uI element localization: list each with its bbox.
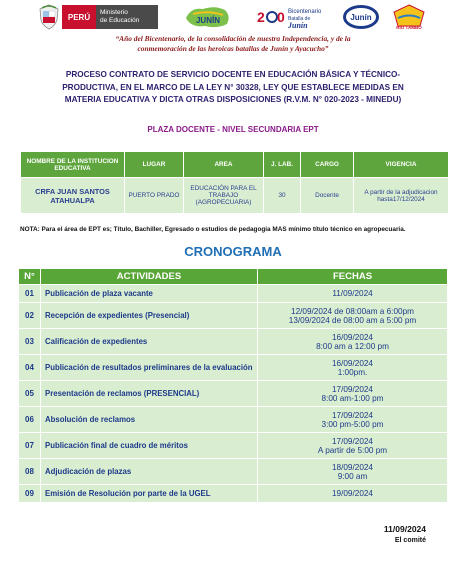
cell-fecha [258, 459, 448, 485]
cell-num: 08 [19, 459, 41, 485]
rio-tambo-logo [392, 4, 426, 30]
dre-text: Junín [350, 13, 372, 22]
cronograma-title: CRONOGRAMA [184, 244, 282, 259]
cell-fecha [258, 485, 448, 503]
cell-fecha [258, 407, 448, 433]
title-line3: MATERIA EDUCATIVA Y DICTA OTRAS DISPOSICIONES (R.V.M. N° 020-2023 - MINEDU) [64, 95, 402, 104]
plaza-subtitle: PLAZA DOCENTE - NIVEL SECUNDARIA EPT [147, 125, 319, 134]
cronograma-table [18, 268, 448, 503]
header-fechas: FECHAS [258, 269, 448, 285]
cell-num: 09 [19, 485, 41, 503]
cell-actividad: Publicación de plaza vacante [41, 285, 258, 303]
motto [20, 34, 446, 54]
table-row [19, 355, 448, 381]
fecha-line1: 19/09/2024 [332, 489, 373, 498]
cell-num: 04 [19, 355, 41, 381]
junin-region-logo [183, 4, 233, 30]
fecha-line2: 13/09/2024 de 08:00 am a 5:00 pm [288, 315, 417, 325]
cell-fecha [258, 381, 448, 407]
cell-lugar: PUERTO PRADO [125, 178, 184, 214]
table-row [19, 285, 448, 303]
cell-actividad: Absolución de reclamos [41, 407, 258, 433]
ministerio-educacion-logo [62, 5, 158, 29]
nota-requisitos: NOTA: Para el área de EPT es; Título, Bachiller, Egresado o estudios de pedagogia MAS mínimo título técnico en agropecuaria. [20, 226, 406, 233]
cell-institucion: CRFA JUAN SANTOS ATAHUALPA [21, 178, 125, 214]
header-actividades: ACTIVIDADES [41, 269, 258, 285]
fecha-line2: 8:00 am a 12:00 pm [316, 341, 389, 351]
fecha-line2: 9:00 am [337, 471, 368, 481]
document-date: 11/09/2024 [383, 524, 426, 534]
cell-fecha [258, 355, 448, 381]
table-row [19, 433, 448, 459]
cell-num: 05 [19, 381, 41, 407]
cell-fecha [258, 285, 448, 303]
rio-text: RIO TAMBO [396, 25, 422, 30]
fecha-line1: 18/09/2024 [332, 462, 373, 472]
fecha-line2: A partir de 5:00 pm [317, 445, 388, 455]
cell-actividad: Publicación de resultados preliminares de la evaluación [41, 355, 258, 381]
cell-actividad: Adjudicación de plazas [41, 459, 258, 485]
fecha-line1: 17/09/2024 [332, 384, 373, 394]
table-row [19, 303, 448, 329]
motto-line1: “Año del Bicentenario, de la consolidación de nuestra Independencia, y de la [115, 34, 351, 43]
cell-num: 07 [19, 433, 41, 459]
cell-num: 02 [19, 303, 41, 329]
dre-junin-logo [341, 4, 381, 30]
plaza-table [20, 151, 449, 214]
header-jlab: J. LAB. [264, 152, 301, 178]
header-vigencia: VIGENCIA [354, 152, 449, 178]
fecha-line2: 8:00 am-1:00 pm [321, 393, 384, 403]
cell-fecha [258, 329, 448, 355]
cell-actividad: Presentación de reclamos (PRESENCIAL) [41, 381, 258, 407]
header-lugar: LUGAR [125, 152, 184, 178]
fecha-line2: 3:00 pm-5:00 pm [321, 419, 384, 429]
cell-num: 01 [19, 285, 41, 303]
peru-shield-icon [38, 4, 60, 30]
table-row [19, 485, 448, 503]
bicentenario-text: Bicentenario [288, 9, 322, 15]
table-row [19, 459, 448, 485]
cell-fecha [258, 303, 448, 329]
header-institucion: NOMBRE DE LA INSTITUCION EDUCATIVA [21, 152, 125, 178]
ministerio-line2: de Educación [100, 17, 140, 24]
svg-text:2: 2 [257, 9, 265, 25]
bicentenario-junin-text: Junín [288, 21, 308, 30]
cell-cargo: Docente [301, 178, 354, 214]
signature-comite: El comité [394, 537, 426, 544]
peru-label: PERÚ [62, 5, 96, 29]
fecha-line1: 12/09/2024 de 08:00am a 6:00pm [291, 306, 414, 316]
cell-num: 06 [19, 407, 41, 433]
cell-vigencia: A partir de la adjudicacion hasta17/12/2024 [354, 178, 449, 214]
header-logos [0, 0, 466, 34]
fecha-line1: 17/09/2024 [332, 436, 373, 446]
junin-logo-text: JUNÍN [195, 16, 221, 25]
cell-actividad: Recepción de expedientes (Presencial) [41, 303, 258, 329]
fecha-line1: 17/09/2024 [332, 410, 373, 420]
table-row [19, 381, 448, 407]
fecha-line1: 16/09/2024 [332, 332, 373, 342]
bicentenario-junin-logo [255, 4, 325, 30]
svg-text:0: 0 [277, 9, 285, 25]
ministerio-line1: Ministerio [100, 9, 128, 16]
document-title [50, 69, 416, 107]
cell-actividad: Calificación de expedientes [41, 329, 258, 355]
fecha-line1: 16/09/2024 [332, 358, 373, 368]
table-row [21, 178, 449, 214]
title-line1: PROCESO CONTRATO DE SERVICIO DOCENTE EN EDUCACIÓN BÁSICA Y TÉCNICO- [65, 70, 401, 79]
cell-area: EDUCACIÓN PARA EL TRABAJO (AGROPECUARIA) [184, 178, 264, 214]
fecha-line1: 11/09/2024 [332, 289, 373, 298]
cell-num: 03 [19, 329, 41, 355]
header-cargo: CARGO [301, 152, 354, 178]
cell-jlab: 30 [264, 178, 301, 214]
cell-actividad: Publicación final de cuadro de méritos [41, 433, 258, 459]
table-row [19, 329, 448, 355]
header-num: N° [19, 269, 41, 285]
header-area: AREA [184, 152, 264, 178]
batalla-text: Batalla de [288, 16, 311, 22]
title-line2: PRODUCTIVA, EN EL MARCO DE LA LEY N° 30328, LEY QUE ESTABLECE MEDIDAS EN [62, 82, 404, 92]
fecha-line2: 1:00pm. [337, 367, 368, 377]
cell-actividad: Emisión de Resolución por parte de la UGEL [41, 485, 258, 503]
table-row [19, 407, 448, 433]
motto-line2: conmemoración de las heroicas batallas de Junín y Ayacucho” [137, 44, 329, 53]
cell-fecha [258, 433, 448, 459]
